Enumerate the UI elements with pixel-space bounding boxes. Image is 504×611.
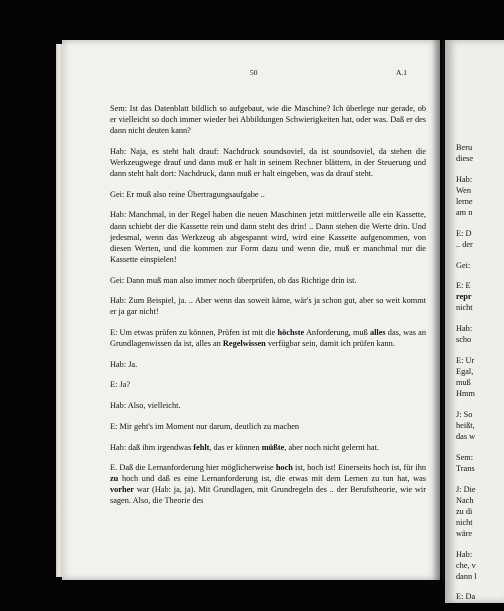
paragraph-text: Sem: Ist das Datenblatt bildlich so aufgebaut, wie die Maschine? Ich überlege nur gerade, ob er vielleicht so doch immer wieder bei Abbildungen Schwierigkeiten hat, oder was. Daß er des dann nicht deuten kann? <box>110 104 426 136</box>
right-page-line: am n <box>456 208 473 218</box>
transcript-paragraph <box>110 327 426 349</box>
paragraph-text: ist, hoch ist! Einerseits hoch ist, für ihn <box>292 463 426 473</box>
running-header: A.1 <box>396 68 408 77</box>
right-page-line: Hab: <box>456 549 473 559</box>
paragraph-text: verfügbar sein, damit ich prüfen kann. <box>265 339 395 349</box>
paragraph-text: E: Um etwas prüfen zu können, Prüfen ist mit die <box>110 327 278 337</box>
transcript-paragraph <box>110 209 426 264</box>
paragraph-text: war (Hab: ja, ja). Mit Grundlagen, mit Grundregeln des .. der Berufstheorie, wie wir sagen. Also, die Theorie des <box>110 485 426 506</box>
right-page-line: lerne <box>456 196 473 206</box>
right-page-line: Wen <box>456 185 471 195</box>
right-page-line: E: E <box>456 281 471 291</box>
transcript-paragraph <box>110 146 426 179</box>
right-page-line: dann l <box>456 571 477 581</box>
right-page-line: diese <box>456 154 474 164</box>
right-page-text <box>456 142 504 603</box>
paragraph-text: Hab: Manchmal, in der Regel haben die neuen Maschinen jetzt mittlerweile alle ein Kassette, dann schiebt der die Kassette rein und dann steht des drin! .. Dann stehen die Werte drin. Und jedesmal, wenn das Werkzeug ab abgespannt wird, wird eine Kassette aufgenommen, von diesen Werten, und die kommen zur Form dazu und wenn die, muß er manchmal nur die Kassette einspielen! <box>110 210 426 264</box>
transcript-paragraph <box>110 359 426 370</box>
paragraph-text: , aber noch nicht gelernt hat. <box>284 442 379 452</box>
paragraph-gap <box>456 442 504 452</box>
right-page-line: E: Da <box>456 592 476 602</box>
right-page-line: Hmm <box>456 389 475 399</box>
transcript-body <box>110 103 426 516</box>
right-page-line: zu di <box>456 506 473 516</box>
paragraph-text: Hab: daß ihm irgendwas <box>110 442 194 452</box>
right-page-line: J: Die <box>456 484 476 494</box>
transcript-paragraph <box>110 103 426 136</box>
paragraph-text: , das er können <box>209 442 262 452</box>
paragraph-text: Hab: Ja. <box>110 359 138 369</box>
right-page-line: Sem: <box>456 452 474 462</box>
paragraph-text: E. Daß die Lernanforderung hier möglicherweise <box>110 463 276 473</box>
paragraph-text: Gei: Dann muß man also immer noch überprüfen, ob das Richtige drin ist. <box>110 275 357 285</box>
right-page-line: E: D <box>456 228 472 238</box>
transcript-paragraph <box>110 400 426 411</box>
paragraph-gap <box>456 271 504 281</box>
right-page-line: Egal, <box>456 366 474 376</box>
paragraph-gap <box>456 218 504 228</box>
paragraph-gap <box>456 164 504 174</box>
right-page-line: nicht <box>456 517 473 527</box>
emphasized-text: hoch <box>275 463 293 473</box>
right-page-line: Beru <box>456 143 473 152</box>
paragraph-gap <box>456 345 504 355</box>
right-page-line: Gei: <box>456 260 471 270</box>
page-number: 50 <box>250 68 258 77</box>
paragraph-text: Anforderung, muß <box>304 327 370 337</box>
paragraph-gap <box>456 250 504 260</box>
right-page-line: scho <box>456 335 472 345</box>
paragraph-gap <box>456 399 504 409</box>
book-gutter <box>432 40 444 580</box>
paragraph-gap <box>456 314 504 324</box>
paragraph-text: das, was an Grundlagenwissen da ist, alles an <box>110 327 426 349</box>
right-page-line: das w <box>456 432 476 442</box>
transcript-paragraph <box>110 275 426 286</box>
paragraph-text: Hab: Naja, es steht halt drauf: Nachdruck soundsoviel, da ist soundsoviel, da stehen die Werkzeugwege drauf und dann muß er halt in seinem Rechner blättern, in der Steuerung und dann steht halt dort: Nachdruck, dann muß er halt eingeben, was da drauf steht. <box>110 146 426 179</box>
right-page-line: Hab: <box>456 174 473 184</box>
paragraph-text: E: Mir geht's im Moment nur darum, deutlich zu machen <box>110 421 300 431</box>
paragraph-text: Hab: Also, vielleicht. <box>110 401 181 411</box>
right-page-line: Trans <box>456 463 475 473</box>
emphasized-text: müßte <box>261 442 285 452</box>
right-page-line: .. der <box>456 239 473 249</box>
right-page-line: muß <box>456 378 471 388</box>
right-page-line: Hab: <box>456 324 473 334</box>
emphasized-text: Regelwissen <box>222 339 266 349</box>
right-page <box>445 40 504 603</box>
emphasized-text: vorher <box>110 485 134 495</box>
transcript-paragraph <box>110 462 426 506</box>
right-page-line: heißt, <box>456 420 475 430</box>
emphasized-text: zu <box>110 474 119 484</box>
right-page-line: Nach <box>456 495 474 505</box>
right-page-line: wäre <box>456 528 473 538</box>
transcript-paragraph <box>110 421 426 432</box>
transcript-paragraph <box>110 379 426 390</box>
paragraph-text: Hab: Zum Beispiel, ja. .. Aber wenn das soweit käme, wär's ja schon gut, aber so weit kommt er ja gar nicht! <box>110 296 426 317</box>
emphasized-text: fehlt <box>193 442 210 452</box>
emphasized-text: alles <box>369 327 386 337</box>
paragraph-gap <box>456 474 504 484</box>
right-page-line: nicht <box>456 303 473 313</box>
transcript-paragraph <box>110 295 426 317</box>
transcript-paragraph <box>110 442 426 453</box>
paragraph-text: E: Ja? <box>110 380 131 390</box>
paragraph-gap <box>456 582 504 592</box>
right-page-line: repr <box>456 292 472 302</box>
right-page-line: E: Ur <box>456 355 475 365</box>
emphasized-text: höchste <box>277 327 305 337</box>
paragraph-text: hoch und daß es eine Lernanforderung ist, die etwas mit dem Lernen zu tun hat, was <box>118 474 426 484</box>
transcript-paragraph <box>110 189 426 200</box>
right-page-line: che, v <box>456 560 476 570</box>
right-page-line: J: So <box>456 409 473 419</box>
paragraph-text: Gei: Er muß also reine Übertragungsaufgabe .. <box>110 189 265 199</box>
paragraph-gap <box>456 539 504 549</box>
